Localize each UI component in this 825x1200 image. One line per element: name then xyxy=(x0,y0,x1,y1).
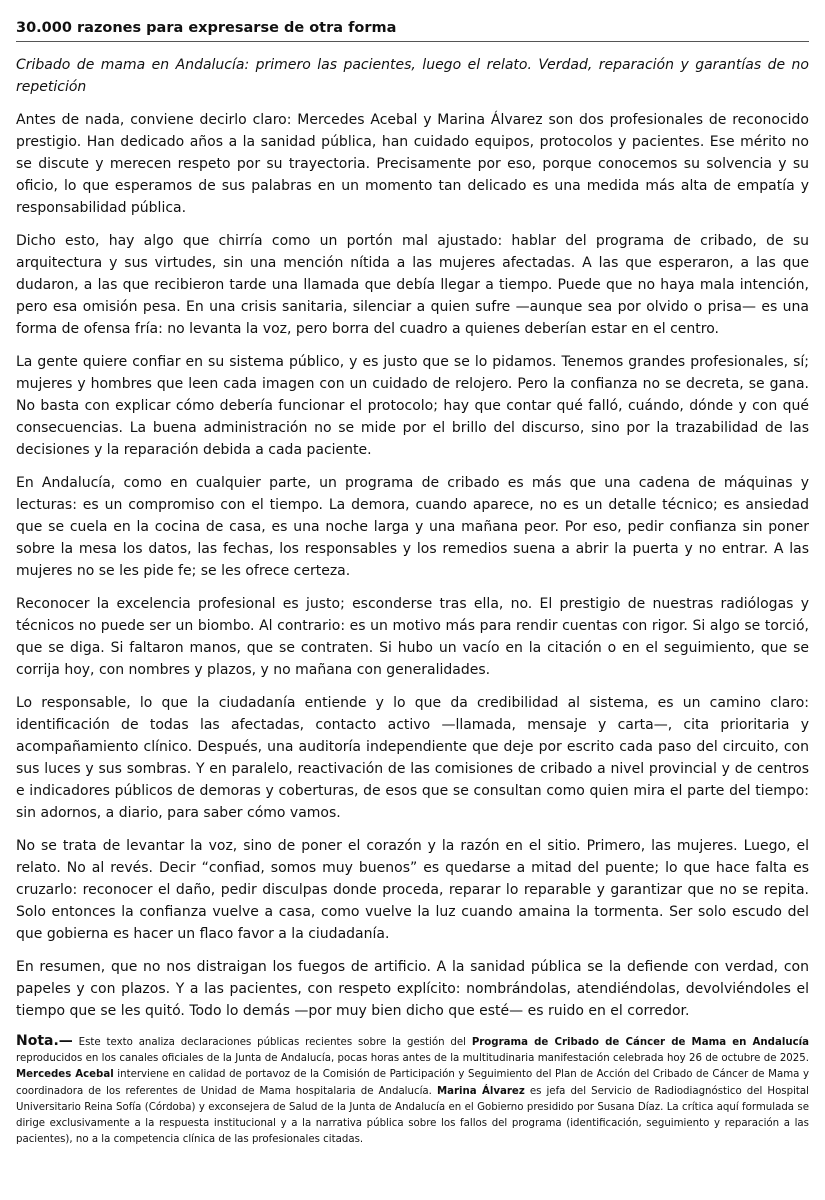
footnote-text: Este texto analiza declaraciones públicas recientes sobre la gestión del xyxy=(72,1037,472,1048)
footnote-text: es jefa del Servicio de Radiodiagnóstico del Hospital Universitario Reina Sofía (Córdoba) y exconsejera de Salud de la Junta de Andalucía en el Gobierno presidido por Susana Díaz. La crítica aquí formulada se dirige exclusivamente a la respuesta institucional y a la narrativa pública sobre los fallos del programa (identificación, seguimiento y reparación a las pacientes), no a la competencia clínica de las profesionales citadas. xyxy=(16,1085,809,1146)
paragraph: En Andalucía, como en cualquier parte, un programa de cribado es más que una cadena de máquinas y lecturas: es un compromiso con el tiempo. La demora, cuando aparece, no es un detalle técnico; es ansiedad que se cuela en la cocina de casa, es una noche larga y una mañana peor. Por eso, pedir confianza sin poner sobre la mesa los datos, las fechas, los responsables y los remedios suena a abrir la puerta y no entrar. A las mujeres no se les pide fe; se les ofrece certeza. xyxy=(16,475,809,579)
footnote-person-acebal: Mercedes Acebal xyxy=(16,1069,114,1081)
footnote-label: Nota.— xyxy=(16,1033,73,1049)
article-subtitle: Cribado de mama en Andalucía: primero las pacientes, luego el relato. Verdad, reparación y garantías de no repetición xyxy=(16,57,809,95)
paragraph: Reconocer la excelencia profesional es justo; esconderse tras ella, no. El prestigio de nuestras radiólogas y técnicos no puede ser un biombo. Al contrario: es un motivo más para rendir cuentas con rigor. Si algo se torció, que se diga. Si faltaron manos, que se contraten. Si hubo un vacío en la citación o en el seguimiento, que se corrija hoy, con nombres y plazos, y no mañana con generalidades. xyxy=(16,596,809,678)
article-body xyxy=(16,109,809,1022)
footnote xyxy=(16,1033,809,1148)
footnote-text: interviene en calidad de portavoz de la Comisión de Participación y Seguimiento del Plan de Acción del Cribado de Cáncer de Mama y coordinadora de los referentes de Unidad de Mama hospitalaria de Andalucía. xyxy=(16,1069,809,1097)
paragraph: No se trata de levantar la voz, sino de poner el corazón y la razón en el sitio. Primero, las mujeres. Luego, el relato. No al revés. Decir “confiad, somos muy buenos” es quedarse a mitad del puente; lo que hace falta es cruzarlo: reconocer el daño, pedir disculpas donde proceda, reparar lo reparable y garantizar que no se repita. Solo entonces la confianza vuelve a casa, como vuelve la luz cuando amaina la tormenta. Ser solo escudo del que gobierna es hacer un flaco favor a la ciudadanía. xyxy=(16,838,809,942)
footnote-program-name: Programa de Cribado de Cáncer de Mama en Andalucía xyxy=(471,1037,809,1048)
paragraph: Lo responsable, lo que la ciudadanía entiende y lo que da credibilidad al sistema, es un camino claro: identificación de todas las afectadas, contacto activo —llamada, mensaje y carta—, cita prioritaria y acompañamiento clínico. Después, una auditoría independiente que deje por escrito cada paso del circuito, con sus luces y sus sombras. Y en paralelo, reactivación de las comisiones de cribado a nivel provincial y de centros e indicadores públicos de demoras y coberturas, de esos que se consultan como quien mira el parte del tiempo: sin adornos, a diario, para saber cómo vamos. xyxy=(16,695,809,821)
footnote-person-alvarez: Marina Álvarez xyxy=(436,1085,525,1097)
page-title: 30.000 razones para expresarse de otra forma xyxy=(16,18,809,42)
paragraph: La gente quiere confiar en su sistema público, y es justo que se lo pidamos. Tenemos grandes profesionales, sí; mujeres y hombres que leen cada imagen con un cuidado de relojero. Pero la confianza no se decreta, se gana. No basta con explicar cómo debería funcionar el protocolo; hay que contar qué falló, cuándo, dónde y con qué consecuencias. La buena administración no se mide por el brillo del discurso, sino por la trazabilidad de las decisiones y la reparación debida a cada paciente. xyxy=(16,354,809,458)
paragraph: Dicho esto, hay algo que chirría como un portón mal ajustado: hablar del programa de cribado, de su arquitectura y sus virtudes, sin una mención nítida a las mujeres afectadas. A las que esperaron, a las que dudaron, a las que recibieron tarde una llamada que debía llegar a tiempo. Puede que no haya mala intención, pero esa omisión pesa. En una crisis sanitaria, silenciar a quien sufre —aunque sea por olvido o prisa— es una forma de ofensa fría: no levanta la voz, pero borra del cuadro a quienes deberían estar en el centro. xyxy=(16,233,809,337)
paragraph: En resumen, que no nos distraigan los fuegos de artificio. A la sanidad pública se la defiende con verdad, con papeles y con plazos. Y a las pacientes, con respeto explícito: nombrándolas, atendiéndolas, devolviéndoles el tiempo que se les quitó. Todo lo demás —por muy bien dicho que esté— es ruido en el corredor. xyxy=(16,959,809,1019)
footnote-text: reproducidos en los canales oficiales de la Junta de Andalucía, pocas horas antes de la multitudinaria manifestación celebrada hoy 26 de octubre de 2025. xyxy=(16,1053,809,1065)
paragraph: Antes de nada, conviene decirlo claro: Mercedes Acebal y Marina Álvarez son dos profesionales de reconocido prestigio. Han dedicado años a la sanidad pública, han cuidado equipos, protocolos y pacientes. Ese mérito no se discute y merecen respeto por su trayectoria. Precisamente por eso, porque conocemos su solvencia y su oficio, lo que esperamos de sus palabras en un momento tan delicado es una medida más alta de empatía y responsabilidad pública. xyxy=(16,112,809,216)
